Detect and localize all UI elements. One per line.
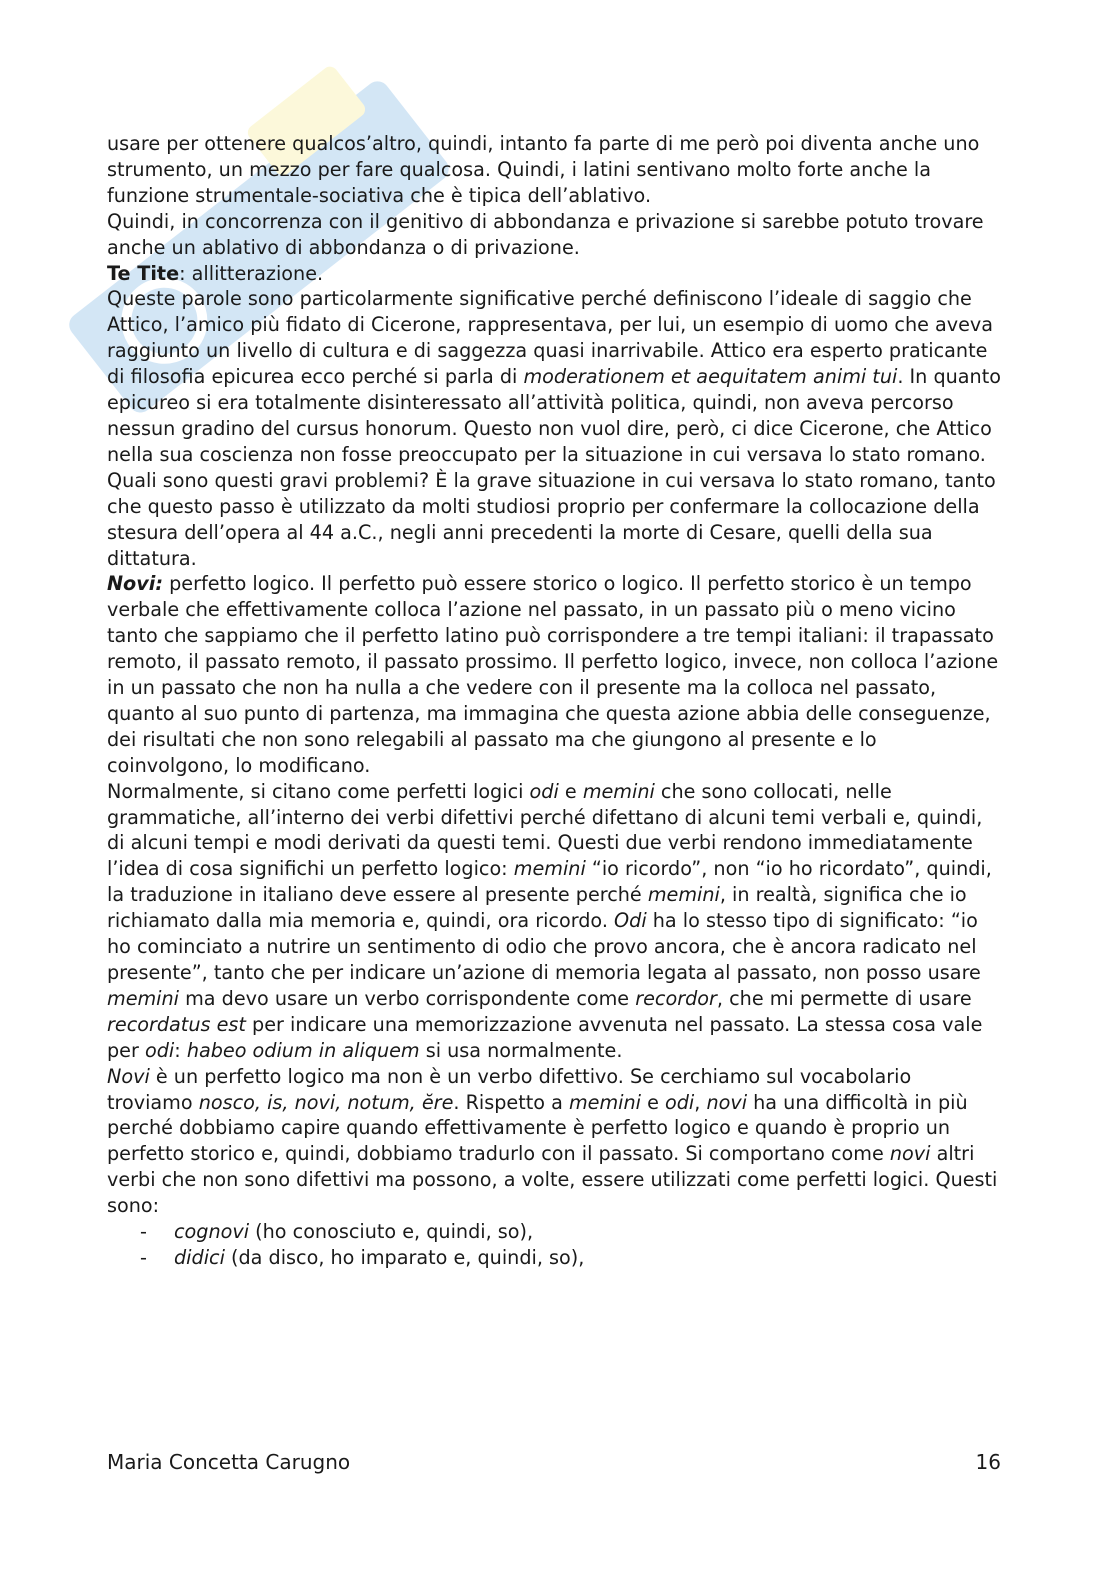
paragraph-attico: Queste parole sono particolarmente significative perché definiscono l’ideale di saggio che Attico, l’amico più fidato di Cicerone, rappresentava, per lui, un esempio di uomo che aveva raggiunto un livello di cultura e di saggezza quasi inarrivabile. Attico era esperto praticante di filosofia epicurea ecco perché si parla di moderationem et aequitatem animi tui. In quanto epicureo si era totalmente disinteressato all’attività politica, quindi, non aveva percorso nessun gradino del cursus honorum. Questo non vuol dire, però, ci dice Cicerone, che Attico nella sua coscienza non fosse preoccupato per la situazione in cui versava lo stato romano. Quali sono questi gravi problemi? È la grave situazione in cui versava lo stato romano, tanto che questo passo è utilizzato da molti studiosi proprio per confermare la collocazione della stesura dell’opera al 44 a.C., negli anni precedenti la morte di Cesare, quelli della sua dittatura. — [107, 287, 1001, 570]
paragraph-ablative: usare per ottenere qualcos’altro, quindi, intanto fa parte di me però poi diventa anche uno strumento, un mezzo per fare qualcosa. Quindi, i latini sentivano molto forte anche la funzione strumentale-sociativa che è tipica dell’ablativo. — [107, 132, 980, 207]
term-te-tite: Te Tite — [107, 261, 180, 285]
perfect-verbs-list — [107, 1219, 1001, 1271]
list-item: - cognovi (ho conosciuto e, quindi, so), — [107, 1219, 1001, 1245]
document-body — [107, 131, 1001, 1271]
paragraph-genitive: Quindi, in concorrenza con il genitivo di abbondanza e privazione si sarebbe potuto trovare anche un ablativo di abbondanza o di privazione. — [107, 209, 984, 259]
paragraph-te-tite: Te Tite: allitterazione. — [107, 261, 324, 285]
paragraph-odi-memini: Normalmente, si citano come perfetti logici odi e memini che sono collocati, nelle grammatiche, all’interno dei verbi difettivi perché difettano di alcuni temi verbali e, quindi, di alcuni tempi e modi derivati da questi temi. Questi due verbi rendono immediatamente l’idea di cosa significhi un perfetto logico: memini “io ricordo”, non “io ho ricordato”, quindi, la traduzione in italiano deve essere al presente perché memini, in realtà, significa che io richiamato dalla mia memoria e, quindi, ora ricordo. Odi ha lo stesso tipo di significato: “io ho cominciato a nutrire un sentimento di odio che provo ancora, che è ancora radicato nel presente”, tanto che per indicare un’azione di memoria legata al passato, non posso usare memini ma devo usare un verbo corrispondente come recordor, che mi permette di usare recordatus est per indicare una memorizzazione avvenuta nel passato. La stessa cosa vale per odi: habeo odium in aliquem si usa normalmente. — [107, 779, 992, 1062]
term-novi: Novi: — [107, 572, 163, 596]
verb-cognovi: cognovi — [174, 1220, 250, 1244]
footer-author: Maria Concetta Carugno — [107, 1450, 351, 1474]
list-item: - didici (da disco, ho imparato e, quindi, so), — [107, 1245, 1001, 1271]
page-number: 16 — [975, 1450, 1001, 1474]
paragraph-novi-perfetto: Novi: perfetto logico. Il perfetto può essere storico o logico. Il perfetto storico è un tempo verbale che effettivamente colloca l’azione nel passato, in un passato più o meno vicino tanto che sappiamo che il perfetto latino può corrispondere a tre tempi italiani: il trapassato remoto, il passato remoto, il passato prossimo. Il perfetto logico, invece, non colloca l’azione in un passato che non ha nulla a che vedere con il presente ma la colloca nel passato, quanto al suo punto di partenza, ma immagina che questa azione abbia delle conseguenze, dei risultati che non sono relegabili al passato ma che giungono al presente e lo coinvolgono, lo modificano. — [107, 572, 999, 777]
verb-didici: didici — [174, 1245, 225, 1269]
paragraph-novi-difettivo: Novi è un perfetto logico ma non è un verbo difettivo. Se cerchiamo sul vocabolario troviamo nosco, is, novi, notum, ĕre. Rispetto a memini e odi, novi ha una difficoltà in più perché dobbiamo capire quando effettivamente è perfetto logico e quando è proprio un perfetto storico e, quindi, dobbiamo tradurlo con il passato. Si comportano come novi altri verbi che non sono difettivi ma possono, a volte, essere utilizzati come perfetti logici. Questi sono: — [107, 1064, 998, 1218]
